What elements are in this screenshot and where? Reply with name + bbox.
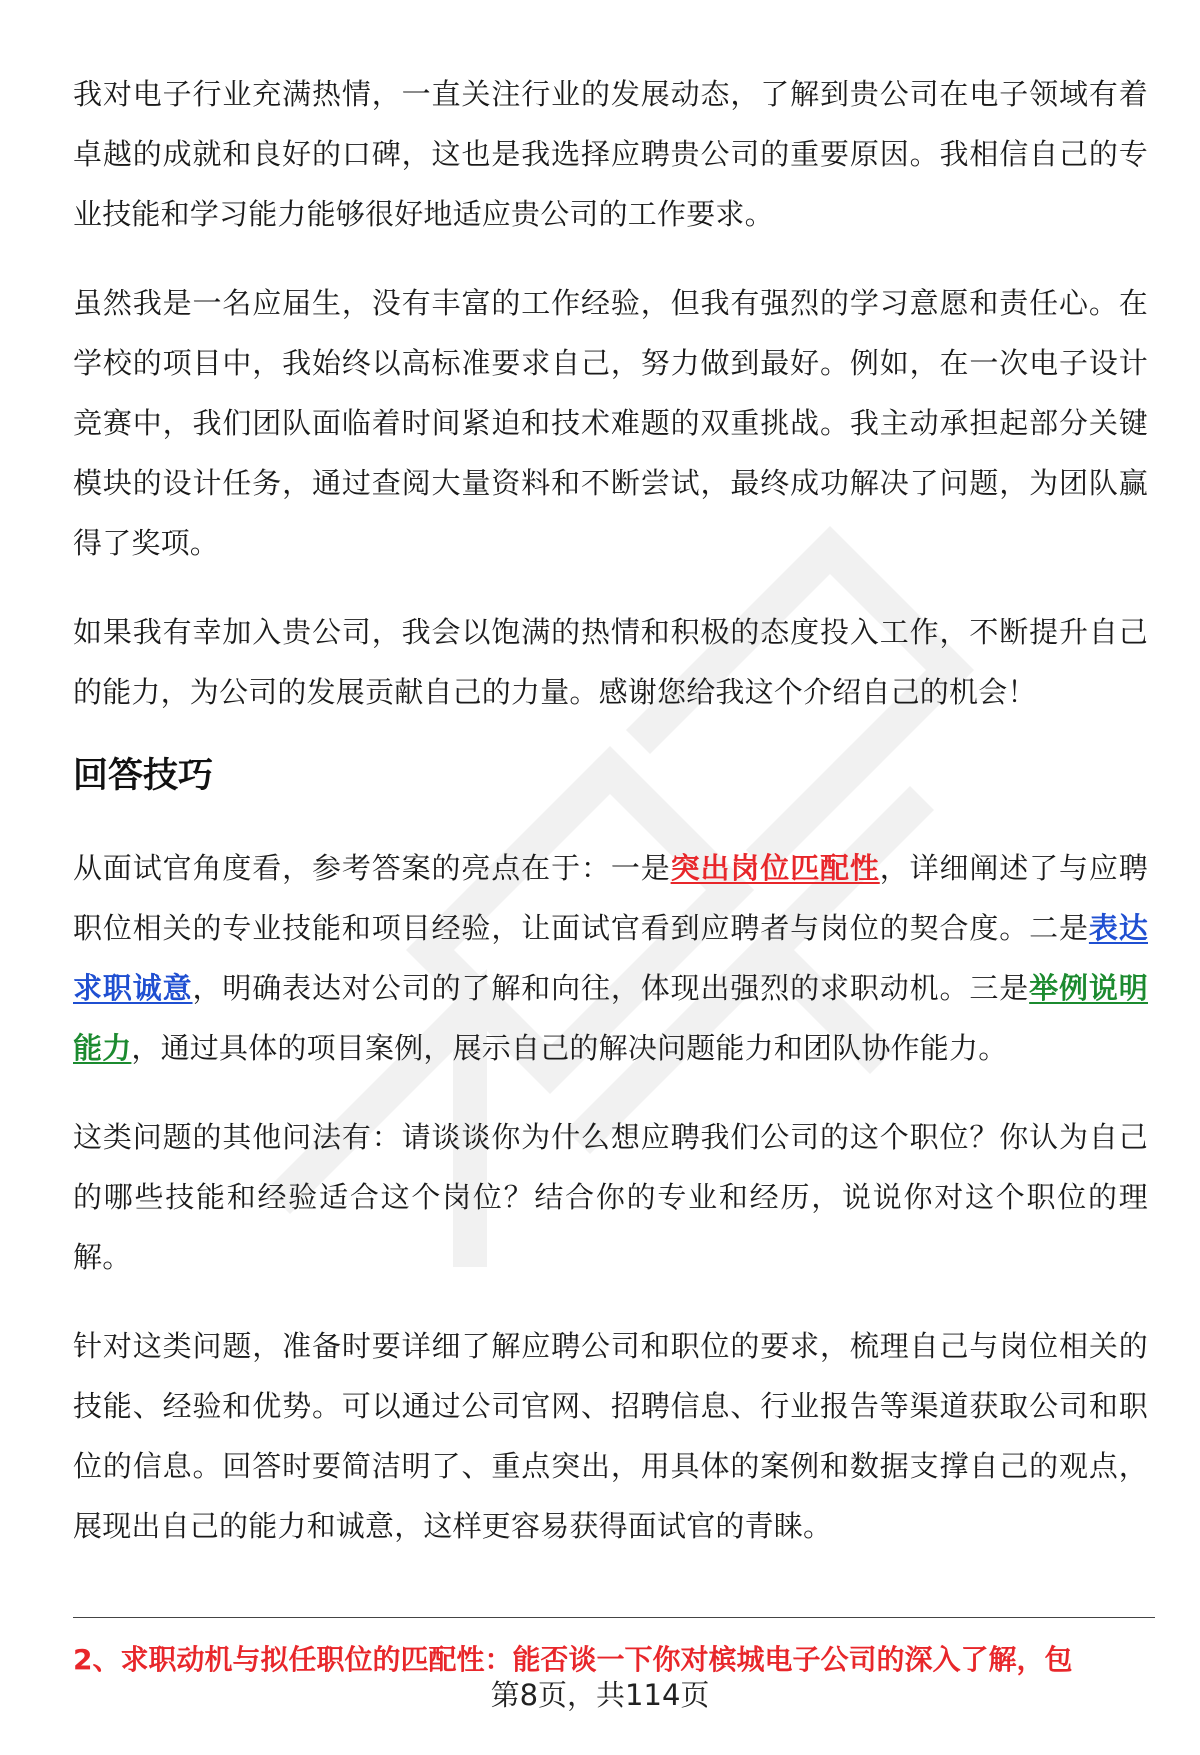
highlight-job-match: 突出岗位匹配性 bbox=[670, 851, 880, 885]
highlight-sincerity: 表达求职诚意 bbox=[73, 911, 1148, 1005]
answer-paragraph-3: 如果我有幸加入贵公司，我会以饱满的热情和积极的态度投入工作，不断提升自己的能力，为公司的发展贡献自己的力量。感谢您给我这个介绍自己的机会！ bbox=[73, 615, 1148, 709]
tips-paragraph bbox=[73, 838, 1148, 1078]
tips-text-3: ，明确表达对公司的了解和向往，体现出强烈的求职动机。三是 bbox=[192, 971, 1030, 1005]
page-number-footer: 第8页，共114页 bbox=[490, 1678, 710, 1712]
tips-text-2: ，详细阐述了与应聘职位相关的专业技能和项目经验，让面试官看到应聘者与岗位的契合度。二是 bbox=[73, 851, 1148, 945]
next-question-title: 2、求职动机与拟任职位的匹配性：能否谈一下你对槟城电子公司的深入了解，包 bbox=[73, 1643, 1073, 1676]
alternative-questions-paragraph: 这类问题的其他问法有：请谈谈你为什么想应聘我们公司的这个职位？你认为自己的哪些技能和经验适合这个岗位？结合你的专业和经历，说说你对这个职位的理解。 bbox=[73, 1120, 1148, 1274]
highlight-examples: 举例说明能力 bbox=[73, 971, 1148, 1065]
section-divider bbox=[73, 1617, 1155, 1618]
main-content bbox=[73, 64, 1148, 1585]
section-heading: 回答技巧 bbox=[73, 756, 214, 796]
answer-paragraph-1: 我对电子行业充满热情，一直关注行业的发展动态，了解到贵公司在电子领域有着卓越的成就和良好的口碑，这也是我选择应聘贵公司的重要原因。我相信自己的专业技能和学习能力能够很好地适应贵公司的工作要求。 bbox=[73, 77, 1148, 231]
answer-paragraph-2: 虽然我是一名应届生，没有丰富的工作经验，但我有强烈的学习意愿和责任心。在学校的项目中，我始终以高标准要求自己，努力做到最好。例如，在一次电子设计竞赛中，我们团队面临着时间紧迫和技术难题的双重挑战。我主动承担起部分关键模块的设计任务，通过查阅大量资料和不断尝试，最终成功解决了问题，为团队赢得了奖项。 bbox=[73, 286, 1148, 560]
tips-text-1: 从面试官角度看，参考答案的亮点在于：一是 bbox=[73, 851, 671, 885]
preparation-advice-paragraph: 针对这类问题，准备时要详细了解应聘公司和职位的要求，梳理自己与岗位相关的技能、经验和优势。可以通过公司官网、招聘信息、行业报告等渠道获取公司和职位的信息。回答时要简洁明了、重点突出，用具体的案例和数据支撑自己的观点，展现出自己的能力和诚意，这样更容易获得面试官的青睐。 bbox=[73, 1329, 1148, 1543]
tips-text-4: ，通过具体的项目案例，展示自己的解决问题能力和团队协作能力。 bbox=[131, 1031, 1008, 1065]
